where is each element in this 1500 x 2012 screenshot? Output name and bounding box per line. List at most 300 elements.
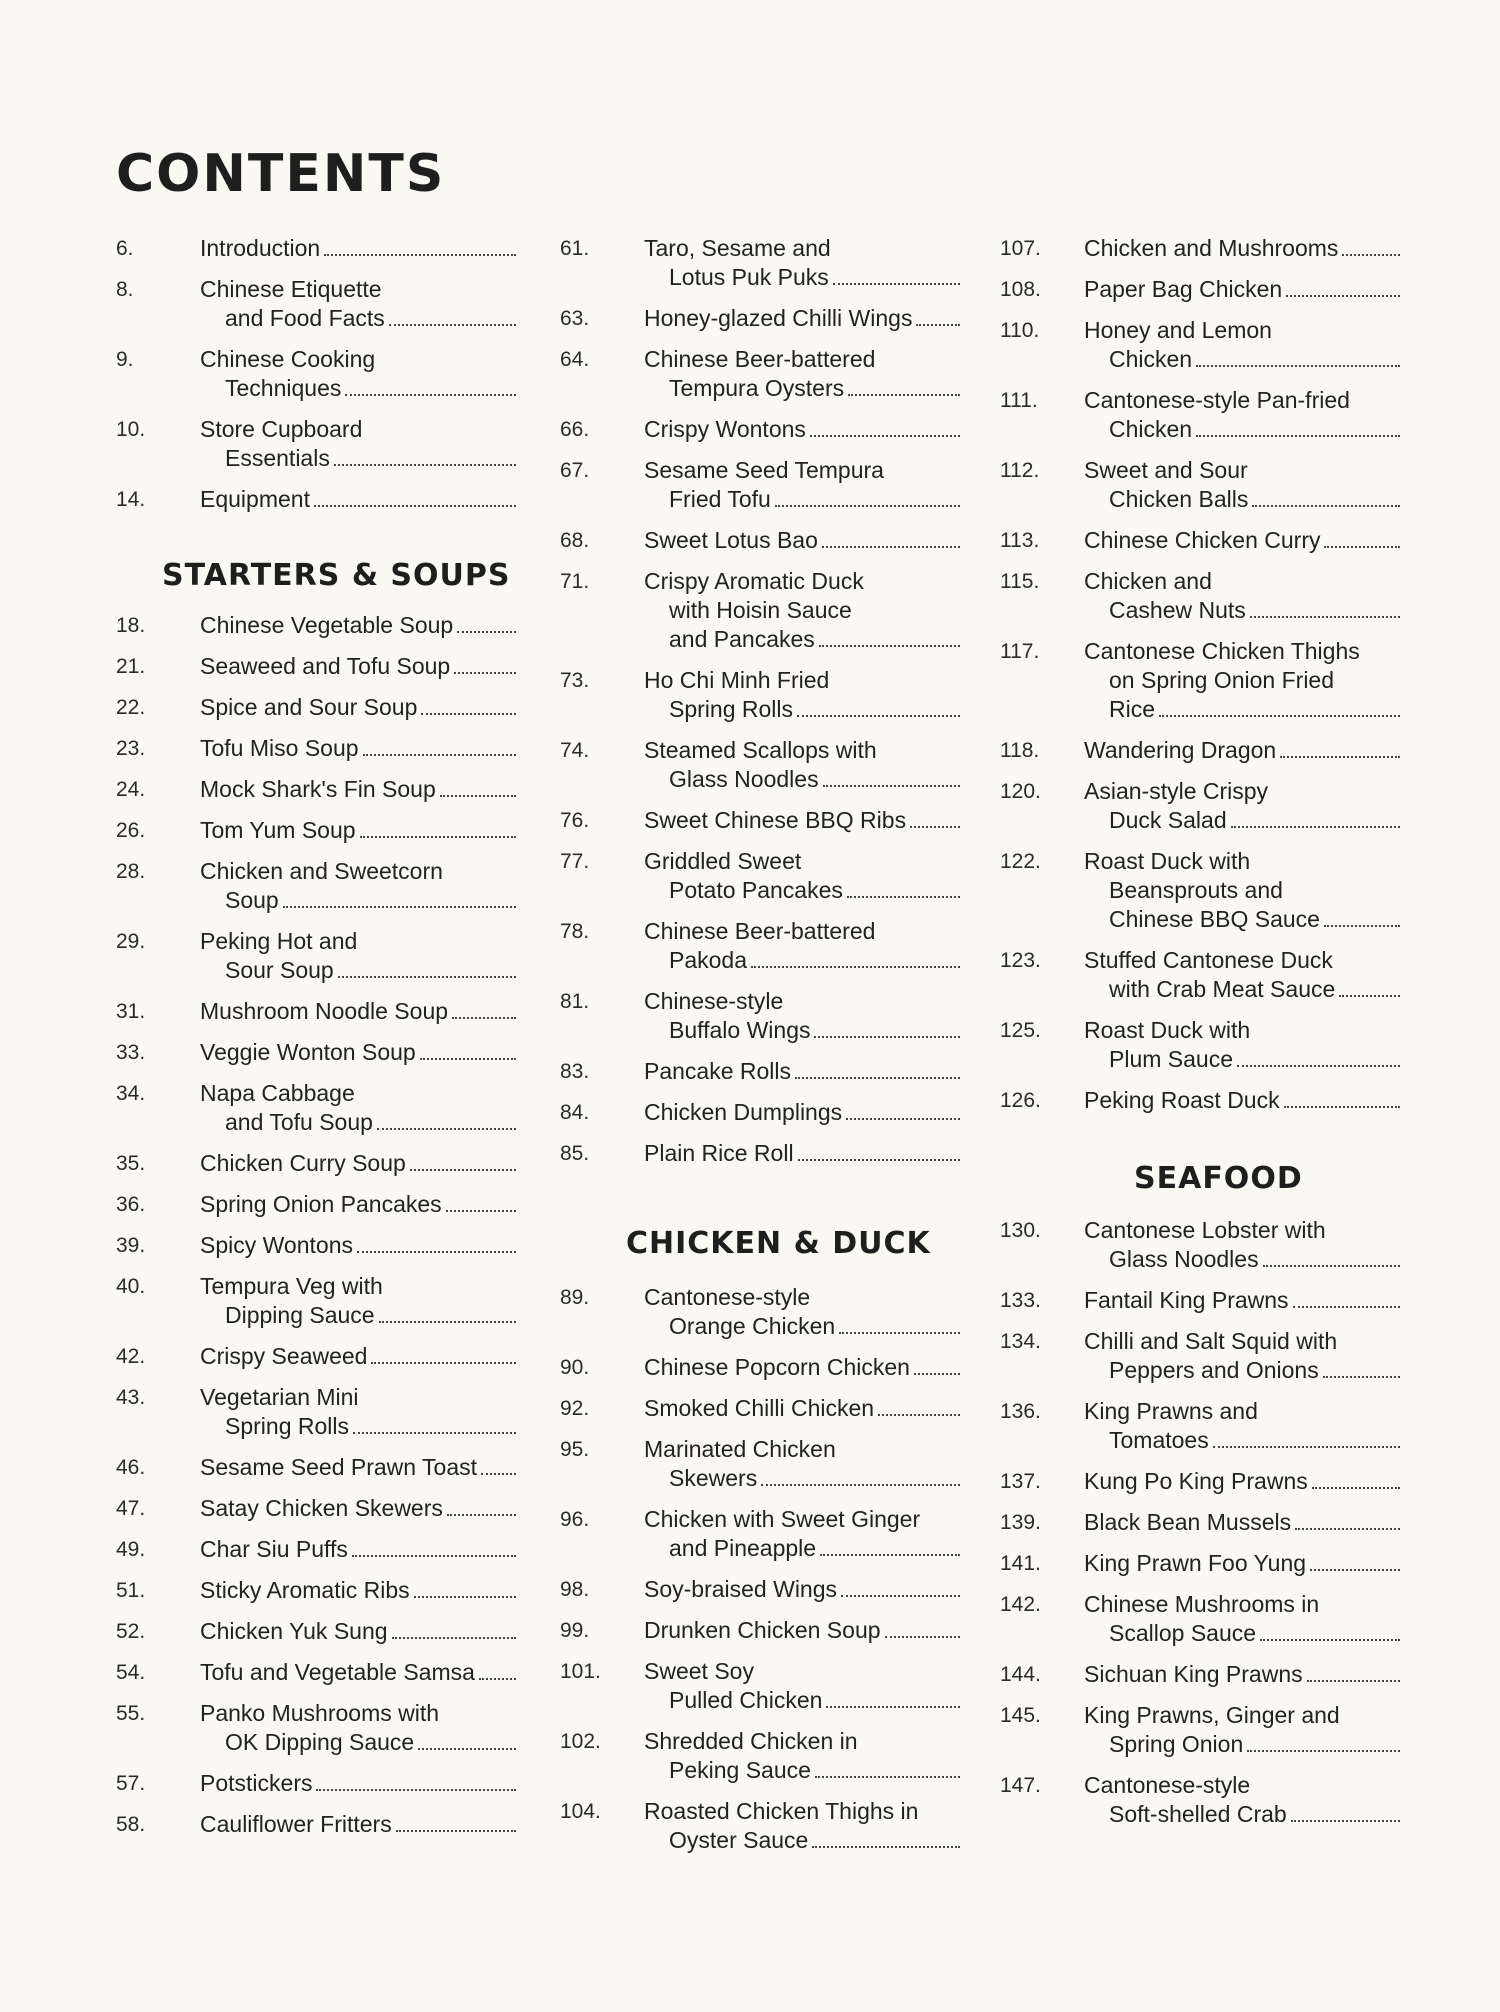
dot-leader <box>353 1430 516 1434</box>
dot-leader <box>363 752 516 756</box>
toc-entry[interactable] <box>1000 1467 1400 1496</box>
toc-entry[interactable] <box>560 806 960 835</box>
recipe-title-continued <box>644 1464 960 1493</box>
recipe-title-continued <box>200 886 516 915</box>
recipe-title <box>1084 1397 1400 1426</box>
recipe-title-text: Honey and Lemon <box>1084 317 1272 343</box>
dot-leader <box>1310 1567 1400 1571</box>
dot-leader <box>910 824 960 828</box>
recipe-title <box>644 456 960 485</box>
page-number: 90. <box>560 1356 590 1379</box>
recipe-title-text: King Prawn Foo Yung <box>1084 1550 1307 1576</box>
toc-entry[interactable] <box>560 736 960 794</box>
dot-leader <box>371 1360 516 1364</box>
dot-leader <box>1286 293 1400 297</box>
recipe-title-text: Chinese Chicken Curry <box>1084 527 1321 553</box>
recipe-title-text: Spice and Sour Soup <box>200 694 418 720</box>
page-number: 118. <box>1000 739 1040 762</box>
toc-entry[interactable] <box>1000 567 1400 625</box>
toc-entry[interactable] <box>116 1810 516 1839</box>
page-number: 120. <box>1000 780 1041 803</box>
recipe-title-text: Marinated Chicken <box>644 1436 836 1462</box>
toc-entry[interactable] <box>116 1079 516 1137</box>
dot-leader <box>410 1167 516 1171</box>
recipe-title-text: Wandering Dragon <box>1084 737 1277 763</box>
column-3 <box>1000 234 1400 1841</box>
recipe-title <box>1084 456 1400 485</box>
recipe-title <box>200 1810 516 1839</box>
recipe-title-text: Chicken and <box>1084 568 1212 594</box>
starters-list-continued <box>560 234 960 1168</box>
recipe-title-continued <box>644 946 960 975</box>
recipe-title-text: Soy-braised Wings <box>644 1576 838 1602</box>
page-number: 130. <box>1000 1219 1041 1242</box>
recipe-title-text: on Spring Onion Fried <box>1109 667 1335 693</box>
recipe-title-text: Roasted Chicken Thighs in <box>644 1798 919 1824</box>
recipe-title-text: Griddled Sweet <box>644 848 802 874</box>
recipe-title-text: Chinese BBQ Sauce <box>1109 906 1320 932</box>
toc-entry[interactable] <box>116 485 516 514</box>
dot-leader <box>440 793 516 797</box>
recipe-title-text: Napa Cabbage <box>200 1080 355 1106</box>
toc-entry[interactable] <box>560 526 960 555</box>
recipe-title-text: Sweet Lotus Bao <box>644 527 818 553</box>
page-number: 57. <box>116 1772 146 1795</box>
recipe-title-text: Paper Bag Chicken <box>1084 276 1283 302</box>
toc-entry[interactable] <box>1000 637 1400 724</box>
toc-entry[interactable] <box>116 693 516 722</box>
page-number: 21. <box>116 655 146 678</box>
recipe-title-text: Seaweed and Tofu Soup <box>200 653 451 679</box>
dot-leader <box>751 964 960 968</box>
toc-entry[interactable] <box>116 234 516 263</box>
recipe-title-continued <box>200 1412 516 1441</box>
dot-leader <box>447 1512 516 1516</box>
dot-leader <box>1196 433 1400 437</box>
toc-entry[interactable] <box>116 1453 516 1482</box>
recipe-title <box>1084 1771 1400 1800</box>
toc-entry[interactable] <box>1000 1660 1400 1689</box>
recipe-title <box>1084 1086 1400 1115</box>
recipe-title-continued <box>200 304 516 333</box>
page-number: 85. <box>560 1142 590 1165</box>
recipe-title-text: Glass Noodles <box>1109 1246 1259 1272</box>
dot-leader <box>1293 1304 1400 1308</box>
recipe-title-text: Chicken Yuk Sung <box>200 1618 388 1644</box>
recipe-title-text: Plum Sauce <box>1109 1046 1234 1072</box>
recipe-title <box>644 1098 960 1127</box>
toc-entry[interactable] <box>116 1535 516 1564</box>
toc-entry[interactable] <box>116 775 516 804</box>
recipe-title-text: with Hoisin Sauce <box>669 597 852 623</box>
dot-leader <box>379 1319 516 1323</box>
toc-entry[interactable] <box>560 1435 960 1493</box>
dot-leader <box>324 252 516 256</box>
toc-entry[interactable] <box>1000 1086 1400 1115</box>
page-number: 39. <box>116 1234 146 1257</box>
page-number: 107. <box>1000 237 1041 260</box>
recipe-title-continued <box>1084 666 1400 695</box>
recipe-title <box>1084 1590 1400 1619</box>
recipe-title-text: Lotus Puk Puks <box>669 264 829 290</box>
dot-leader <box>1196 363 1400 367</box>
dot-leader <box>334 462 516 466</box>
recipe-title-text: Sichuan King Prawns <box>1084 1661 1303 1687</box>
dot-leader <box>846 1116 960 1120</box>
page-number: 54. <box>116 1661 146 1684</box>
toc-entry[interactable] <box>116 1576 516 1605</box>
toc-entry[interactable] <box>560 1353 960 1382</box>
toc-entry[interactable] <box>116 345 516 403</box>
recipe-title <box>200 1383 516 1412</box>
recipe-title <box>644 345 960 374</box>
page-number: 52. <box>116 1620 146 1643</box>
recipe-title-continued <box>1084 1800 1400 1829</box>
toc-entry[interactable] <box>1000 456 1400 514</box>
recipe-title-text: Panko Mushrooms with <box>200 1700 440 1726</box>
toc-entry[interactable] <box>116 1038 516 1067</box>
recipe-title <box>200 415 516 444</box>
recipe-title-text: Spring Onion <box>1109 1731 1244 1757</box>
toc-entry[interactable] <box>116 1769 516 1798</box>
recipe-title-text: Steamed Scallops with <box>644 737 877 763</box>
recipe-title <box>644 1394 960 1423</box>
recipe-title-text: Satay Chicken Skewers <box>200 1495 443 1521</box>
recipe-title-text: Chinese Popcorn Chicken <box>644 1354 910 1380</box>
recipe-title-continued <box>644 1534 960 1563</box>
dot-leader <box>847 894 960 898</box>
dot-leader <box>1324 923 1400 927</box>
page-number: 110. <box>1000 319 1040 342</box>
recipe-title <box>200 1149 516 1178</box>
recipe-title-text: Drunken Chicken Soup <box>644 1617 881 1643</box>
page-number: 73. <box>560 669 590 692</box>
toc-entry[interactable] <box>560 1394 960 1423</box>
recipe-title <box>644 917 960 946</box>
page-number: 24. <box>116 778 146 801</box>
recipe-title-continued <box>1084 905 1400 934</box>
page-number: 147. <box>1000 1774 1041 1797</box>
toc-entry[interactable] <box>1000 1508 1400 1537</box>
recipe-title-text: Peking Hot and <box>200 928 358 954</box>
toc-entry[interactable] <box>560 567 960 654</box>
page-number: 14. <box>116 488 146 511</box>
recipe-title-continued <box>644 1312 960 1341</box>
recipe-title <box>200 234 516 263</box>
toc-entry[interactable] <box>1000 1286 1400 1315</box>
toc-entry[interactable] <box>116 652 516 681</box>
recipe-title-text: Chinese Beer-battered <box>644 346 876 372</box>
recipe-title-text: Chicken Curry Soup <box>200 1150 406 1176</box>
recipe-title <box>1084 275 1400 304</box>
dot-leader <box>848 392 960 396</box>
recipe-title-text: Sour Soup <box>225 957 334 983</box>
dot-leader <box>1263 1263 1400 1267</box>
toc-entry[interactable] <box>116 1383 516 1441</box>
recipe-title <box>644 1727 960 1756</box>
recipe-title-text: Spicy Wontons <box>200 1232 353 1258</box>
column-1 <box>116 234 516 1851</box>
recipe-title-continued <box>1084 485 1400 514</box>
recipe-title <box>200 1272 516 1301</box>
recipe-title-text: Cashew Nuts <box>1109 597 1246 623</box>
toc-entry[interactable] <box>560 987 960 1045</box>
page-number: 29. <box>116 930 146 953</box>
page-number: 10. <box>116 418 146 441</box>
dot-leader <box>479 1676 516 1680</box>
dot-leader <box>798 1157 960 1161</box>
page-number: 122. <box>1000 850 1041 873</box>
toc-entry[interactable] <box>560 917 960 975</box>
dot-leader <box>839 1330 960 1334</box>
recipe-title <box>1084 567 1400 596</box>
recipe-title-text: Char Siu Puffs <box>200 1536 348 1562</box>
recipe-title <box>644 1283 960 1312</box>
page-number: 51. <box>116 1579 146 1602</box>
dot-leader <box>761 1482 960 1486</box>
toc-entry[interactable] <box>560 1575 960 1604</box>
page-number: 77. <box>560 850 590 873</box>
recipe-title-text: Honey-glazed Chilli Wings <box>644 305 913 331</box>
toc-entry[interactable] <box>560 1098 960 1127</box>
recipe-title-text: Crispy Seaweed <box>200 1343 368 1369</box>
dot-leader <box>420 1056 516 1060</box>
recipe-title <box>1084 1286 1400 1315</box>
toc-entry[interactable] <box>116 611 516 640</box>
recipe-title-text: Peking Roast Duck <box>1084 1087 1280 1113</box>
toc-entry[interactable] <box>116 927 516 985</box>
toc-entry[interactable] <box>116 1494 516 1523</box>
page-number: 104. <box>560 1800 601 1823</box>
page-number: 46. <box>116 1456 146 1479</box>
recipe-title-text: Orange Chicken <box>669 1313 836 1339</box>
toc-entry[interactable] <box>116 1149 516 1178</box>
dot-leader <box>822 544 960 548</box>
recipe-title-text: Cauliflower Fritters <box>200 1811 392 1837</box>
toc-entry[interactable] <box>560 304 960 333</box>
recipe-title-text: Introduction <box>200 235 321 261</box>
page-number: 49. <box>116 1538 146 1561</box>
page-number: 74. <box>560 739 590 762</box>
recipe-title-continued <box>644 695 960 724</box>
recipe-title <box>1084 777 1400 806</box>
recipe-title <box>1084 847 1400 876</box>
toc-entry[interactable] <box>116 1617 516 1646</box>
dot-leader <box>1260 1637 1400 1641</box>
toc-entry[interactable] <box>560 847 960 905</box>
dot-leader <box>833 281 960 285</box>
toc-entry[interactable] <box>116 415 516 473</box>
toc-entry[interactable] <box>1000 316 1400 374</box>
toc-entry[interactable] <box>116 1658 516 1687</box>
page-number: 6. <box>116 237 134 260</box>
dot-leader <box>316 1787 516 1791</box>
recipe-title <box>1084 1660 1400 1689</box>
recipe-title-text: Spring Onion Pancakes <box>200 1191 442 1217</box>
toc-entry[interactable] <box>116 857 516 915</box>
recipe-title-text: Sesame Seed Prawn Toast <box>200 1454 478 1480</box>
recipe-title <box>200 1038 516 1067</box>
toc-entry[interactable] <box>1000 1549 1400 1578</box>
recipe-title-text: Tom Yum Soup <box>200 817 356 843</box>
page-number: 108. <box>1000 278 1041 301</box>
recipe-title-text: Ho Chi Minh Fried <box>644 667 830 693</box>
dot-leader <box>1231 824 1400 828</box>
toc-entry[interactable] <box>1000 275 1400 304</box>
recipe-title <box>200 857 516 886</box>
toc-entry[interactable] <box>1000 777 1400 835</box>
recipe-title-text: Chinese-style <box>644 988 784 1014</box>
toc-entry[interactable] <box>1000 1016 1400 1074</box>
toc-entry[interactable] <box>1000 1397 1400 1455</box>
recipe-title-continued <box>1084 415 1400 444</box>
dot-leader <box>914 1371 960 1375</box>
toc-entry[interactable] <box>1000 847 1400 934</box>
toc-entry[interactable] <box>116 1342 516 1371</box>
toc-entry[interactable] <box>1000 1327 1400 1385</box>
recipe-title-text: Plain Rice Roll <box>644 1140 794 1166</box>
recipe-title-text: Tofu Miso Soup <box>200 735 359 761</box>
page-number: 18. <box>116 614 146 637</box>
recipe-title-continued <box>1084 1619 1400 1648</box>
recipe-title <box>200 1769 516 1798</box>
recipe-title-text: King Prawns, Ginger and <box>1084 1702 1340 1728</box>
recipe-title <box>644 567 960 596</box>
recipe-title <box>200 997 516 1026</box>
toc-entry[interactable] <box>560 456 960 514</box>
page-number: 47. <box>116 1497 146 1520</box>
dot-leader <box>481 1471 516 1475</box>
toc-entry[interactable] <box>560 1616 960 1645</box>
page-number: 84. <box>560 1101 590 1124</box>
recipe-title-text: Kung Po King Prawns <box>1084 1468 1308 1494</box>
page-number: 92. <box>560 1397 590 1420</box>
recipe-title-text: Beansprouts and <box>1109 877 1283 903</box>
starters-list <box>116 611 516 1839</box>
page-number: 36. <box>116 1193 146 1216</box>
page-number: 137. <box>1000 1470 1041 1493</box>
dot-leader <box>885 1634 960 1638</box>
recipe-title-text: Store Cupboard <box>200 416 363 442</box>
dot-leader <box>418 1746 516 1750</box>
recipe-title-continued <box>1084 345 1400 374</box>
recipe-title-text: Chicken <box>1109 346 1193 372</box>
toc-entry[interactable] <box>116 816 516 845</box>
toc-entry[interactable] <box>1000 386 1400 444</box>
recipe-title-text: Cantonese-style <box>1084 1772 1251 1798</box>
page-number: 136. <box>1000 1400 1041 1423</box>
dot-leader <box>810 433 960 437</box>
recipe-title-continued <box>644 485 960 514</box>
dot-leader <box>814 1034 960 1038</box>
dot-leader <box>1312 1485 1400 1489</box>
recipe-title-text: and Tofu Soup <box>225 1109 373 1135</box>
toc-entry[interactable] <box>1000 526 1400 555</box>
page-number: 102. <box>560 1730 601 1753</box>
toc-entry[interactable] <box>560 345 960 403</box>
dot-leader <box>1213 1444 1400 1448</box>
recipe-title-continued <box>200 956 516 985</box>
page-number: 63. <box>560 307 590 330</box>
recipe-title <box>644 1575 960 1604</box>
recipe-title-continued <box>1084 1426 1400 1455</box>
toc-entry[interactable] <box>1000 1771 1400 1829</box>
recipe-title <box>200 1535 516 1564</box>
recipe-title <box>200 1231 516 1260</box>
toc-entry[interactable] <box>1000 1701 1400 1759</box>
toc-entry[interactable] <box>1000 736 1400 765</box>
toc-entry[interactable] <box>560 1797 960 1855</box>
recipe-title-text: Tempura Oysters <box>669 375 845 401</box>
dot-leader <box>1323 1374 1400 1378</box>
toc-entry[interactable] <box>560 1139 960 1168</box>
toc-entry[interactable] <box>560 234 960 292</box>
recipe-title-continued <box>1084 596 1400 625</box>
toc-entry[interactable] <box>116 1699 516 1757</box>
toc-entry[interactable] <box>116 1231 516 1260</box>
toc-entry[interactable] <box>560 1283 960 1341</box>
page-number: 23. <box>116 737 146 760</box>
recipe-title <box>200 693 516 722</box>
toc-entry[interactable] <box>560 415 960 444</box>
toc-entry[interactable] <box>1000 234 1400 263</box>
toc-entry[interactable] <box>116 1272 516 1330</box>
dot-leader <box>352 1553 516 1557</box>
toc-entry[interactable] <box>116 734 516 763</box>
page-number: 76. <box>560 809 590 832</box>
dot-leader <box>421 711 516 715</box>
page-number: 67. <box>560 459 590 482</box>
toc-entry[interactable] <box>560 1057 960 1086</box>
page-number: 98. <box>560 1578 590 1601</box>
recipe-title <box>1084 1701 1400 1730</box>
toc-entry[interactable] <box>116 275 516 333</box>
recipe-title <box>200 1453 516 1482</box>
recipe-title-text: OK Dipping Sauce <box>225 1729 415 1755</box>
toc-entry[interactable] <box>560 1657 960 1715</box>
recipe-title-text: Crispy Aromatic Duck <box>644 568 864 594</box>
page-number: 64. <box>560 348 590 371</box>
toc-entry[interactable] <box>1000 1216 1400 1274</box>
dot-leader <box>1291 1818 1400 1822</box>
recipe-title-text: Chicken and Mushrooms <box>1084 235 1339 261</box>
recipe-title-continued <box>1084 806 1400 835</box>
toc-entry[interactable] <box>116 997 516 1026</box>
toc-entry[interactable] <box>560 1505 960 1563</box>
recipe-title <box>200 816 516 845</box>
dot-leader <box>841 1593 960 1597</box>
page-number: 78. <box>560 920 590 943</box>
recipe-title <box>644 415 960 444</box>
toc-entry[interactable] <box>1000 1590 1400 1648</box>
dot-leader <box>916 322 960 326</box>
page-number: 43. <box>116 1386 146 1409</box>
recipe-title-text: Tofu and Vegetable Samsa <box>200 1659 475 1685</box>
recipe-title <box>644 806 960 835</box>
toc-entry[interactable] <box>560 1727 960 1785</box>
recipe-title <box>1084 1216 1400 1245</box>
dot-leader <box>377 1126 516 1130</box>
toc-entry[interactable] <box>1000 946 1400 1004</box>
page-number: 145. <box>1000 1704 1041 1727</box>
recipe-title-text: Chicken Balls <box>1109 486 1249 512</box>
toc-entry[interactable] <box>116 1190 516 1219</box>
recipe-title <box>1084 1327 1400 1356</box>
recipe-title-continued <box>1084 1245 1400 1274</box>
page-number: 112. <box>1000 459 1040 482</box>
recipe-title-continued <box>644 1686 960 1715</box>
toc-entry[interactable] <box>560 666 960 724</box>
